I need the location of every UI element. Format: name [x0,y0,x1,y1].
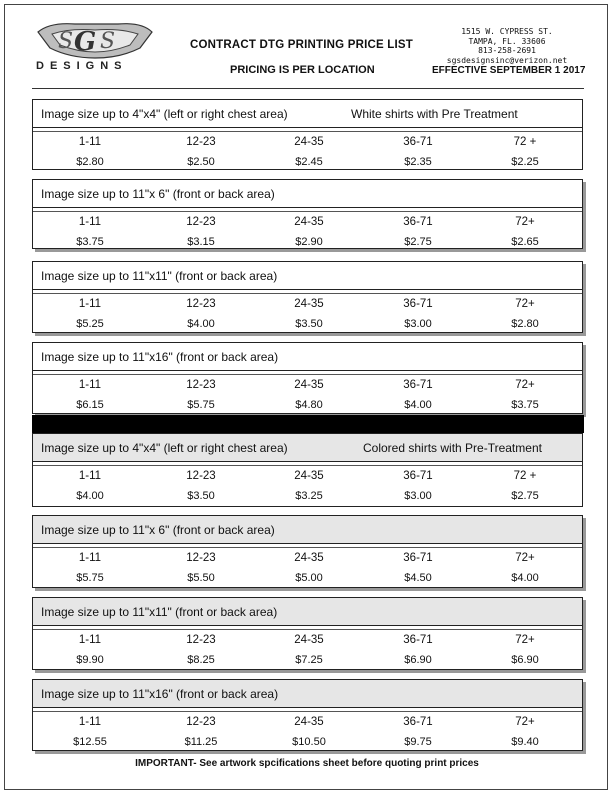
quantity-row [33,375,582,395]
unit-price: $5.00 [295,572,323,584]
price-block [32,433,583,507]
quantity-range: 24-35 [294,552,324,564]
price-row [33,152,582,172]
unit-price: $2.45 [295,156,323,168]
shirt-type-note: Colored shirts with Pre-Treatment [363,441,542,455]
unit-price: $4.00 [404,399,432,411]
quantity-range: 24-35 [294,136,324,148]
quantity-range: 72+ [515,298,535,310]
quantity-range: 36-71 [403,379,433,391]
quantity-range: 1-11 [78,216,102,228]
unit-price: $8.25 [187,654,215,666]
unit-price: $3.25 [295,490,323,502]
unit-price: $2.80 [511,318,539,330]
quantity-range: 72+ [515,634,535,646]
quantity-range: 36-71 [403,716,433,728]
price-row [33,314,582,334]
price-block-header [33,680,582,708]
unit-price: $2.35 [404,156,432,168]
image-size-label: Image size up to 4"x4" (left or right chest area) [41,107,288,121]
unit-price: $9.40 [511,736,539,748]
image-size-label: Image size up to 11"x 6" (front or back area) [41,523,275,537]
unit-price: $11.25 [184,736,218,748]
quantity-range: 36-71 [403,634,433,646]
unit-price: $5.50 [187,572,215,584]
address-line-city: TAMPA, FL. 33606 [468,36,546,46]
unit-price: $4.80 [295,399,323,411]
quantity-range: 12-23 [186,379,216,391]
quantity-range: 36-71 [403,552,433,564]
quantity-range: 1-11 [78,634,102,646]
unit-price: $6.90 [404,654,432,666]
quantity-range: 24-35 [294,379,324,391]
price-block [32,679,583,751]
quantity-range: 24-35 [294,470,324,482]
price-row [33,486,582,506]
price-block [32,261,583,333]
unit-price: $3.50 [295,318,323,330]
unit-price: $5.75 [187,399,215,411]
svg-text:S: S [58,29,74,54]
quantity-range: 24-35 [294,634,324,646]
quantity-range: 12-23 [186,216,216,228]
image-size-label: Image size up to 11"x 6" (front or back area) [41,187,275,201]
quantity-range: 72 + [513,136,537,148]
important-note: IMPORTANT- See artwork spcifications sheet before quoting print prices [135,758,479,769]
price-row [33,568,582,588]
unit-price: $6.15 [76,399,104,411]
unit-price: $2.80 [76,156,104,168]
quantity-range: 72+ [515,552,535,564]
quantity-range: 24-35 [294,716,324,728]
unit-price: $2.50 [187,156,215,168]
image-size-label: Image size up to 11"x16" (front or back area) [41,350,279,364]
address-line-email: sgsdesignsinc@verizon.net [446,55,568,65]
page-title: CONTRACT DTG PRINTING PRICE LIST [190,39,413,51]
quantity-row [33,712,582,732]
unit-price: $2.75 [404,236,432,248]
quantity-range: 12-23 [186,716,216,728]
quantity-range: 1-11 [78,552,102,564]
svg-text:S: S [100,29,116,54]
price-block-header [33,180,582,208]
unit-price: $4.50 [404,572,432,584]
quantity-range: 1-11 [78,379,102,391]
price-block [32,515,583,588]
quantity-range: 1-11 [78,716,102,728]
unit-price: $2.65 [511,236,539,248]
address-line-phone: 813-258-2691 [478,46,536,55]
quantity-range: 12-23 [186,136,216,148]
image-size-label: Image size up to 11"x11" (front or back area) [41,605,278,619]
unit-price: $7.25 [295,654,323,666]
unit-price: $3.75 [511,399,539,411]
unit-price: $4.00 [76,490,104,502]
quantity-range: 12-23 [186,470,216,482]
unit-price: $3.75 [76,236,104,248]
price-block-header [33,598,582,626]
image-size-label: Image size up to 11"x16" (front or back area) [41,687,279,701]
quantity-range: 12-23 [186,298,216,310]
unit-price: $9.75 [404,736,432,748]
unit-price: $9.90 [76,654,104,666]
price-row [33,732,582,752]
price-block-header [33,434,582,462]
unit-price: $6.90 [511,654,539,666]
price-row [33,650,582,670]
quantity-range: 72+ [515,379,535,391]
address-line-street: 1515 W. CYPRESS ST. [461,27,553,36]
quantity-range: 12-23 [186,552,216,564]
image-size-label: Image size up to 4"x4" (left or right chest area) [41,441,288,455]
price-row [33,395,582,415]
quantity-row [33,548,582,568]
logo-wordmark: DESIGNS [36,60,128,72]
unit-price: $3.50 [187,490,215,502]
quantity-row [33,466,582,486]
svg-text:G: G [74,27,97,57]
unit-price: $4.00 [187,318,215,330]
section-divider-bar [32,415,584,433]
quantity-row [33,132,582,152]
unit-price: $5.25 [76,318,104,330]
shirt-type-note: White shirts with Pre Treatment [351,107,518,121]
price-block [32,597,583,670]
quantity-range: 12-23 [186,634,216,646]
price-block [32,179,583,249]
unit-price: $2.25 [511,156,539,168]
quantity-range: 24-35 [294,298,324,310]
quantity-range: 36-71 [403,298,433,310]
price-block-header [33,262,582,290]
price-row [33,232,582,252]
quantity-row [33,630,582,650]
quantity-range: 72+ [515,216,535,228]
unit-price: $12.55 [73,736,107,748]
price-block-header [33,100,582,128]
quantity-row [33,294,582,314]
quantity-range: 1-11 [78,470,102,482]
image-size-label: Image size up to 11"x11" (front or back area) [41,269,278,283]
price-block [32,99,583,170]
unit-price: $10.50 [292,736,326,748]
quantity-range: 36-71 [403,216,433,228]
price-block [32,342,583,414]
quantity-range: 1-11 [78,298,102,310]
unit-price: $3.15 [187,236,215,248]
unit-price: $4.00 [511,572,539,584]
company-address [432,27,582,65]
quantity-range: 36-71 [403,470,433,482]
quantity-range: 36-71 [403,136,433,148]
page-subtitle: PRICING IS PER LOCATION [230,64,375,76]
quantity-range: 72 + [513,470,537,482]
quantity-range: 24-35 [294,216,324,228]
header-divider [32,88,584,89]
unit-price: $5.75 [76,572,104,584]
unit-price: $3.00 [404,490,432,502]
price-block-header [33,516,582,544]
quantity-range: 72+ [515,716,535,728]
quantity-row [33,212,582,232]
price-block-header [33,343,582,371]
unit-price: $2.75 [511,490,539,502]
unit-price: $3.00 [404,318,432,330]
quantity-range: 1-11 [78,136,102,148]
unit-price: $2.90 [295,236,323,248]
effective-date: EFFECTIVE SEPTEMBER 1 2017 [432,65,586,76]
